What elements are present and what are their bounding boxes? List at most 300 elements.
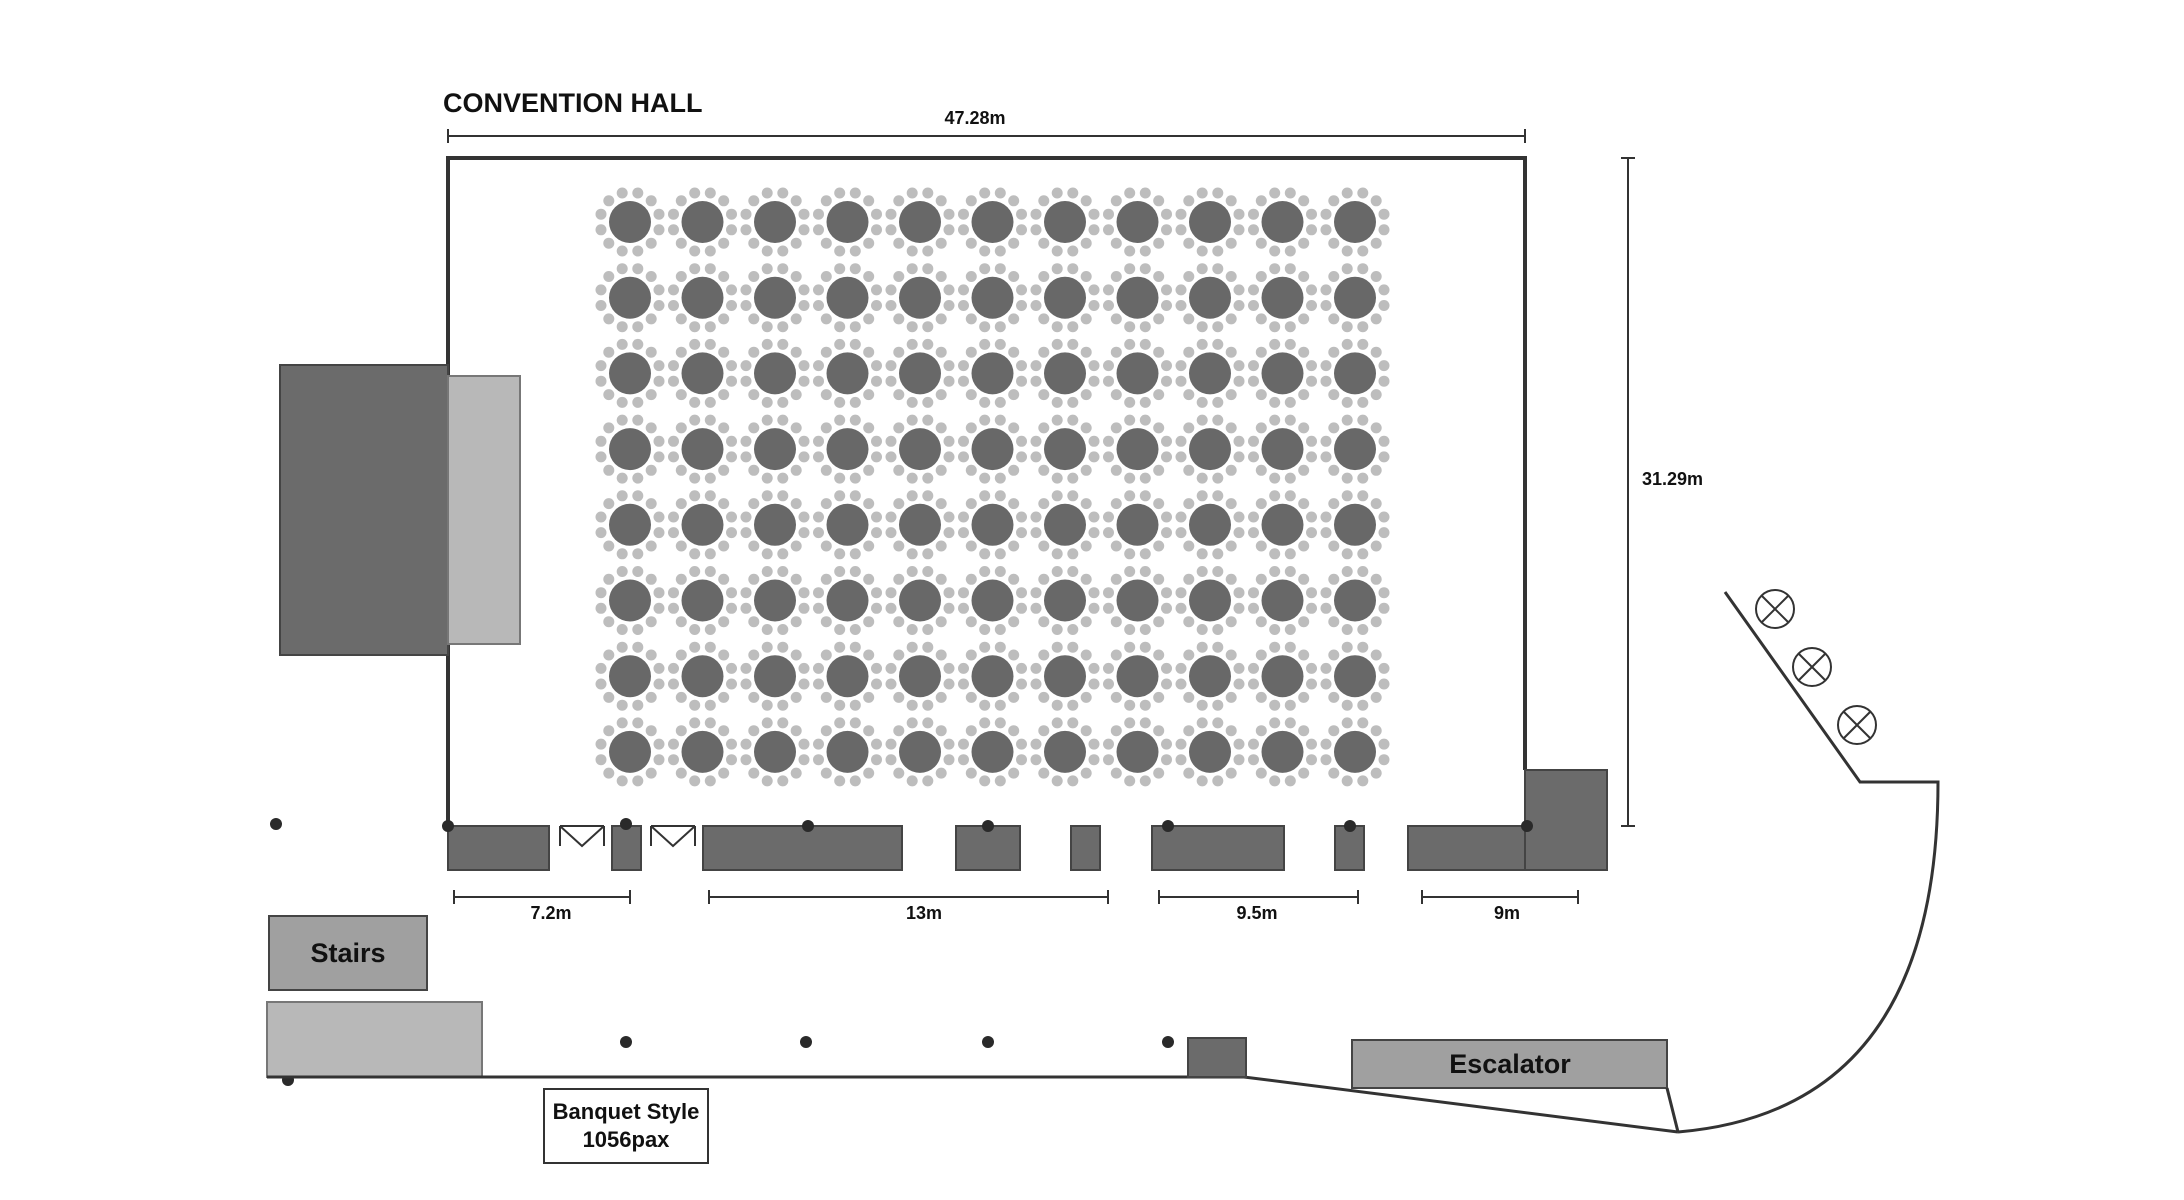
chair — [1248, 360, 1259, 371]
chair — [1081, 692, 1092, 703]
chair — [1298, 541, 1309, 552]
chair — [596, 587, 607, 598]
chair — [1161, 754, 1172, 765]
chair — [1067, 717, 1078, 728]
chair — [646, 389, 657, 400]
chair — [1285, 566, 1296, 577]
chair — [1081, 389, 1092, 400]
chair — [1328, 389, 1339, 400]
chair — [1357, 717, 1368, 728]
chair — [741, 284, 752, 295]
chair — [718, 422, 729, 433]
door-icon — [560, 826, 604, 846]
chair — [741, 527, 752, 538]
round-table — [1334, 201, 1376, 243]
chair — [617, 321, 628, 332]
chair — [676, 347, 687, 358]
chair — [886, 376, 897, 387]
chair — [777, 642, 788, 653]
chair — [1248, 512, 1259, 523]
chair — [1081, 725, 1092, 736]
chair — [1342, 700, 1353, 711]
chair — [1081, 347, 1092, 358]
chair — [1269, 397, 1280, 408]
chair — [1140, 188, 1151, 199]
chair — [1183, 616, 1194, 627]
chair — [1321, 376, 1332, 387]
chair — [1212, 566, 1223, 577]
chair — [777, 717, 788, 728]
chair — [936, 195, 947, 206]
chair — [799, 436, 810, 447]
chair — [689, 246, 700, 257]
chair — [1212, 548, 1223, 559]
chair — [834, 415, 845, 426]
banquet-table — [1176, 415, 1245, 484]
chair — [944, 603, 955, 614]
door-icon — [651, 826, 695, 846]
chair — [995, 642, 1006, 653]
banquet-table — [668, 566, 737, 635]
chair — [821, 465, 832, 476]
chair — [813, 754, 824, 765]
chair — [1038, 692, 1049, 703]
chair — [979, 246, 990, 257]
chair — [1103, 451, 1114, 462]
chair — [907, 188, 918, 199]
banquet-table — [1031, 642, 1100, 711]
chair — [1234, 360, 1245, 371]
pillar — [1521, 820, 1533, 832]
chair — [922, 415, 933, 426]
chair — [1357, 624, 1368, 635]
chair — [813, 663, 824, 674]
chair — [617, 473, 628, 484]
chair — [1328, 498, 1339, 509]
chair — [1124, 188, 1135, 199]
chair — [936, 389, 947, 400]
chair — [799, 376, 810, 387]
chair — [813, 603, 824, 614]
banquet-table — [668, 263, 737, 332]
chair — [718, 465, 729, 476]
chair — [1153, 498, 1164, 509]
chair — [1038, 313, 1049, 324]
chair — [654, 300, 665, 311]
chair — [1269, 642, 1280, 653]
round-table — [827, 428, 869, 470]
chair — [762, 339, 773, 350]
chair — [617, 246, 628, 257]
chair — [762, 490, 773, 501]
banquet-table — [1248, 415, 1317, 484]
chair — [741, 679, 752, 690]
chair — [676, 313, 687, 324]
chair — [791, 574, 802, 585]
chair — [1212, 415, 1223, 426]
chair — [821, 389, 832, 400]
chair — [1357, 188, 1368, 199]
round-table — [972, 201, 1014, 243]
chair — [726, 754, 737, 765]
chair — [762, 263, 773, 274]
chair — [1328, 465, 1339, 476]
chair — [799, 209, 810, 220]
chair — [886, 679, 897, 690]
chair — [799, 754, 810, 765]
chair — [936, 725, 947, 736]
chair — [1031, 209, 1042, 220]
chair — [958, 300, 969, 311]
chair — [1052, 473, 1063, 484]
chair — [617, 624, 628, 635]
chair — [1067, 490, 1078, 501]
chair — [1140, 415, 1151, 426]
chair — [791, 768, 802, 779]
round-table — [972, 731, 1014, 773]
chair — [871, 527, 882, 538]
chair — [966, 313, 977, 324]
chair — [748, 574, 759, 585]
chair — [718, 389, 729, 400]
chair — [1256, 389, 1267, 400]
chair — [1357, 339, 1368, 350]
chair — [718, 498, 729, 509]
chair — [799, 451, 810, 462]
chair — [1111, 692, 1122, 703]
banquet-table — [1248, 490, 1317, 559]
round-table — [682, 655, 724, 697]
chair — [995, 717, 1006, 728]
chair — [668, 300, 679, 311]
chair — [705, 566, 716, 577]
chair — [741, 587, 752, 598]
chair — [1269, 548, 1280, 559]
chair — [1306, 512, 1317, 523]
chair — [748, 616, 759, 627]
chair — [966, 498, 977, 509]
chair — [748, 498, 759, 509]
chair — [1212, 246, 1223, 257]
chair — [1306, 603, 1317, 614]
chair — [1197, 473, 1208, 484]
chair — [1038, 195, 1049, 206]
chair — [1038, 574, 1049, 585]
chair — [958, 527, 969, 538]
chair — [791, 498, 802, 509]
round-table — [754, 201, 796, 243]
chair — [850, 548, 861, 559]
chair — [748, 541, 759, 552]
chair — [1176, 360, 1187, 371]
chair — [668, 224, 679, 235]
banquet-table — [958, 490, 1027, 559]
chair — [646, 725, 657, 736]
chair — [871, 451, 882, 462]
chair — [893, 347, 904, 358]
chair — [1183, 768, 1194, 779]
chair — [1124, 642, 1135, 653]
chair — [1306, 284, 1317, 295]
chair — [995, 397, 1006, 408]
banquet-table — [958, 642, 1027, 711]
round-table — [754, 504, 796, 546]
chair — [1371, 238, 1382, 249]
chair — [1103, 360, 1114, 371]
chair — [922, 397, 933, 408]
round-table — [754, 731, 796, 773]
chair — [1038, 725, 1049, 736]
chair — [603, 313, 614, 324]
pillar — [1344, 820, 1356, 832]
chair — [1103, 527, 1114, 538]
chair — [1031, 224, 1042, 235]
chair — [791, 616, 802, 627]
banquet-table — [958, 188, 1027, 257]
chair — [1226, 541, 1237, 552]
chair — [646, 650, 657, 661]
chair — [886, 224, 897, 235]
banquet-table — [1103, 339, 1172, 408]
banquet-table — [1321, 490, 1390, 559]
chair — [1321, 754, 1332, 765]
chair — [886, 209, 897, 220]
chair — [1285, 700, 1296, 711]
chair — [821, 422, 832, 433]
round-table — [682, 731, 724, 773]
chair — [966, 465, 977, 476]
width-label: 47.28m — [944, 108, 1006, 128]
chair — [617, 700, 628, 711]
chair — [1298, 465, 1309, 476]
chair — [813, 224, 824, 235]
chair — [1153, 692, 1164, 703]
chair — [741, 603, 752, 614]
chair — [1298, 768, 1309, 779]
round-table — [609, 428, 651, 470]
chair — [1089, 587, 1100, 598]
chair — [632, 415, 643, 426]
small-block — [1188, 1038, 1246, 1077]
height-label: 31.29m — [1642, 469, 1704, 489]
chair — [863, 725, 874, 736]
chair — [741, 436, 752, 447]
chair — [1183, 389, 1194, 400]
chair — [979, 321, 990, 332]
chair — [893, 465, 904, 476]
chair — [689, 339, 700, 350]
chair — [726, 376, 737, 387]
chair — [936, 768, 947, 779]
chair — [777, 624, 788, 635]
round-table — [1334, 504, 1376, 546]
chair — [1031, 512, 1042, 523]
chair — [863, 498, 874, 509]
chair — [632, 397, 643, 408]
banquet-table — [668, 339, 737, 408]
chair — [995, 566, 1006, 577]
banquet-table — [1176, 490, 1245, 559]
chair — [603, 389, 614, 400]
chair — [632, 188, 643, 199]
chair — [1111, 541, 1122, 552]
chair — [1256, 650, 1267, 661]
round-table — [1189, 277, 1231, 319]
chair — [1124, 473, 1135, 484]
banquet-table — [1103, 490, 1172, 559]
chair — [654, 451, 665, 462]
chair — [850, 339, 861, 350]
chair — [1153, 541, 1164, 552]
chair — [654, 512, 665, 523]
chair — [1269, 775, 1280, 786]
stairs-label: Stairs — [310, 938, 386, 968]
chair — [1285, 473, 1296, 484]
chair — [689, 473, 700, 484]
chair — [676, 541, 687, 552]
chair — [1342, 321, 1353, 332]
chair — [1176, 209, 1187, 220]
chair — [936, 313, 947, 324]
banquet-table — [958, 566, 1027, 635]
round-table — [1044, 580, 1086, 622]
chair — [1176, 663, 1187, 674]
chair — [762, 642, 773, 653]
chair — [1357, 700, 1368, 711]
banquet-table — [813, 263, 882, 332]
chair — [1371, 347, 1382, 358]
chair — [1081, 650, 1092, 661]
banquet-table — [813, 339, 882, 408]
chair — [1089, 739, 1100, 750]
chair — [1306, 209, 1317, 220]
chair — [777, 263, 788, 274]
light-icon — [1793, 648, 1831, 686]
chair — [632, 263, 643, 274]
chair — [1321, 224, 1332, 235]
chair — [632, 642, 643, 653]
chair — [1328, 650, 1339, 661]
round-table — [1262, 731, 1304, 773]
chair — [603, 271, 614, 282]
chair — [966, 725, 977, 736]
chair — [893, 238, 904, 249]
round-table — [1189, 352, 1231, 394]
chair — [1183, 574, 1194, 585]
chair — [762, 321, 773, 332]
chair — [1124, 490, 1135, 501]
chair — [1342, 246, 1353, 257]
round-table — [609, 655, 651, 697]
chair — [617, 263, 628, 274]
round-table — [1189, 580, 1231, 622]
chair — [944, 739, 955, 750]
chair — [1269, 717, 1280, 728]
banquet-table — [1103, 642, 1172, 711]
chair — [718, 313, 729, 324]
chair — [863, 650, 874, 661]
chair — [1357, 473, 1368, 484]
chair — [748, 238, 759, 249]
chair — [596, 451, 607, 462]
chair — [1321, 739, 1332, 750]
chair — [1256, 768, 1267, 779]
chair — [893, 650, 904, 661]
banquet-table — [886, 415, 955, 484]
chair — [1008, 541, 1019, 552]
chair — [1298, 271, 1309, 282]
banquet-table — [668, 188, 737, 257]
chair — [689, 397, 700, 408]
chair — [1371, 465, 1382, 476]
chair — [632, 246, 643, 257]
chair — [617, 775, 628, 786]
chair — [850, 624, 861, 635]
chair — [1183, 313, 1194, 324]
chair — [1306, 663, 1317, 674]
chair — [1008, 271, 1019, 282]
chair — [1342, 642, 1353, 653]
chair — [1111, 389, 1122, 400]
chair — [1328, 616, 1339, 627]
chair — [944, 663, 955, 674]
chair — [1089, 284, 1100, 295]
chair — [886, 587, 897, 598]
chair — [748, 692, 759, 703]
chair — [1212, 188, 1223, 199]
chair — [1103, 587, 1114, 598]
chair — [1183, 541, 1194, 552]
chair — [1342, 473, 1353, 484]
chair — [850, 263, 861, 274]
round-table — [1117, 352, 1159, 394]
chair — [958, 754, 969, 765]
chair — [777, 339, 788, 350]
chair — [1285, 775, 1296, 786]
chair — [1140, 775, 1151, 786]
chair — [632, 717, 643, 728]
chair — [1124, 717, 1135, 728]
chair — [1183, 271, 1194, 282]
chair — [1248, 224, 1259, 235]
round-table — [682, 352, 724, 394]
chair — [726, 512, 737, 523]
chair — [1124, 700, 1135, 711]
chair — [718, 768, 729, 779]
chair — [799, 739, 810, 750]
round-table — [1117, 428, 1159, 470]
chair — [1183, 238, 1194, 249]
banquet-table — [886, 339, 955, 408]
chair — [922, 700, 933, 711]
chair — [886, 663, 897, 674]
chair — [668, 587, 679, 598]
chair — [871, 209, 882, 220]
chair — [1008, 195, 1019, 206]
chair — [821, 616, 832, 627]
banquet-table — [1103, 263, 1172, 332]
chair — [958, 224, 969, 235]
chair — [863, 195, 874, 206]
chair — [1357, 263, 1368, 274]
segment-label: 7.2m — [530, 903, 572, 923]
chair — [979, 717, 990, 728]
round-table — [1044, 504, 1086, 546]
chair — [705, 700, 716, 711]
chair — [979, 415, 990, 426]
chair — [1212, 490, 1223, 501]
chair — [676, 238, 687, 249]
